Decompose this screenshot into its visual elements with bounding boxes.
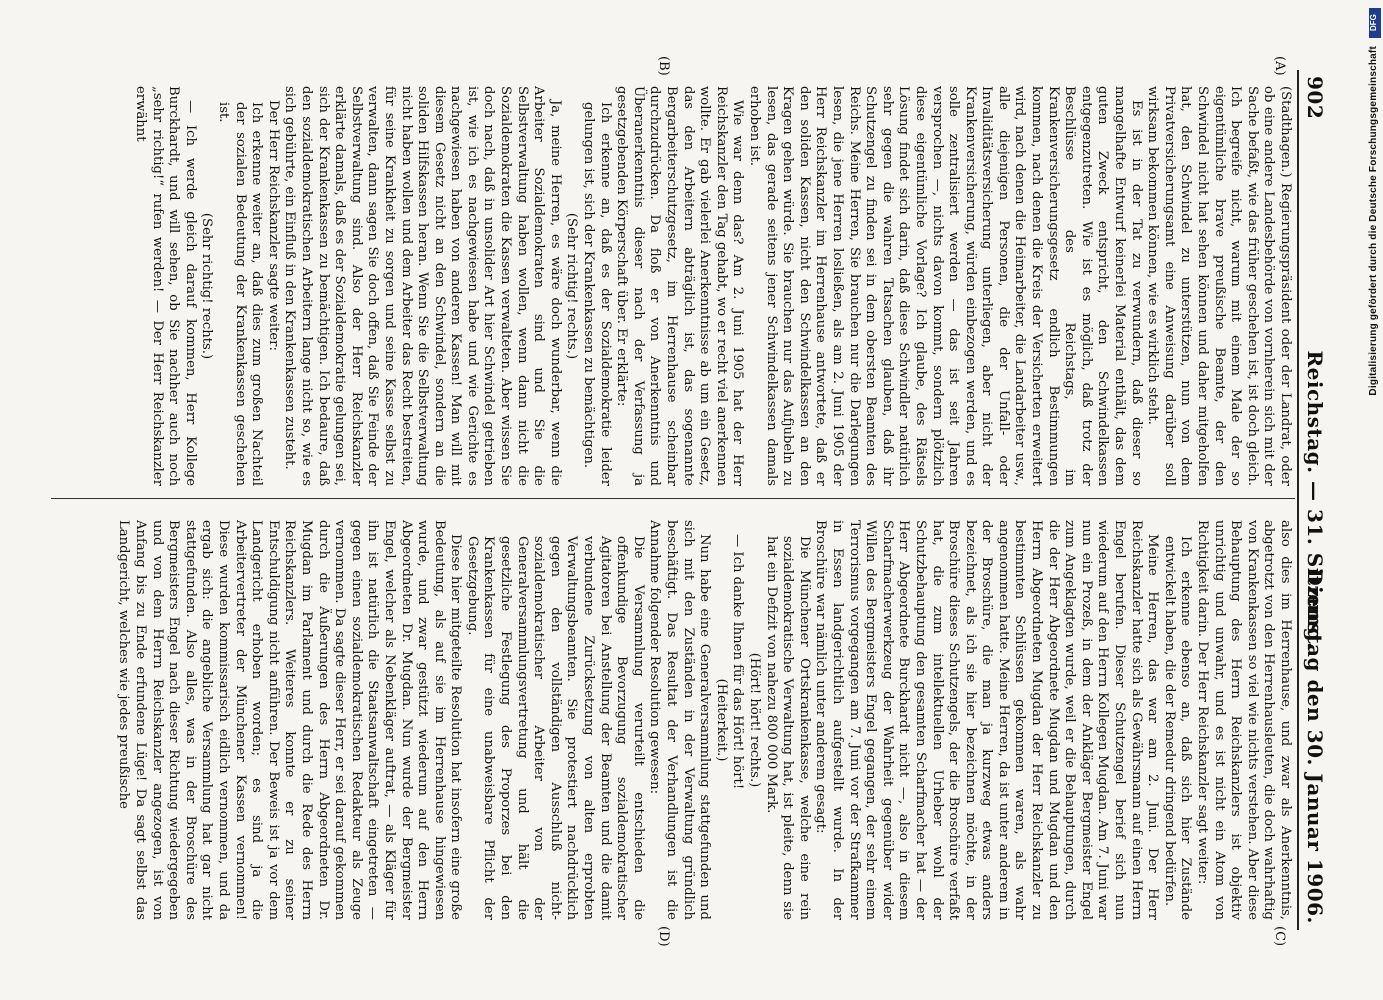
- dfg-logo: DFG: [1369, 8, 1381, 38]
- paragraph: (Stadthagen.) Regierungspräsident oder der Landrat, oder ob eine andere Landesbehörde von vornherein sich mit der Sache befaßt, wie das früher geschehen ist, ist doch gleich. Ich begreife nicht, warum mit einem Male der so eigentümliche brave preußische Beamte, der den Schwindel nicht hat sehen können und daher mitgeholfen hat, den Schwindel zu unterstützen, nun von dem Privatversicherungsamt eine Anweisung darüber soll wirksam bekommen können, wie es wirklich steht.: [1145, 86, 1293, 486]
- quotation: Ich erkenne ebenso an, daß sich hier Zustände entwickelt haben, die der Remedur dringend bedürfen.: [1161, 536, 1194, 920]
- margin-marker-d: (D): [656, 926, 671, 947]
- paragraph: Ja, meine Herren, es wäre doch wunderbar, wenn die Arbeiter Sozialdemokraten sind und Sie die Selbstverwaltung haben wollen, wenn dann nicht die Sozialdemokraten die Kassen verwalteten. Aber wissen Sie doch nach, daß in unsolider Art hier Schwindel getrieben ist, wie ich es nachgewiesen habe und wie Gerichte es nachgewiesen haben von anderen Kassen! Man will mit diesem Gesetz nicht an den Schwindel, sondern an die soliden Hilfskassen heran. Wenn Sie die Selbstverwaltung nicht haben wollen und dem Arbeiter das Recht bestreiten, für seine Krankheit zu sorgen und seine Kasse selbst zu verwalten, dann sagen Sie doch offen, daß Sie Feinde der Selbstverwaltung sind. Also der Herr Reichskanzler erklärte damals, daß es der Sozialdemokratie gelungen sei, sich der Krankenkassen zu bemächtigen. Ich bedaure, daß den sozialdemokratischen Arbeitern lange nicht so, wie es sich gebührte, ein Einfluß in den Krankenkassen zusteht.: [282, 86, 563, 486]
- digitization-credit: Digitalisierung gefördert durch die Deutsche Forschungsgemeinschaft: [1368, 46, 1379, 396]
- margin-marker-b: (B): [656, 56, 671, 76]
- left-column: [55, 86, 1293, 486]
- paragraph: Meine Herren, das war am 2. Juni. Der Herr Reichskanzler hatte sich als Gewährsmann auf einen Herrn Engel berufen. Dieser Schutzengel berief sich nun wiederum auf den Herrn Kollegen Mugdan. Am 7. Juni war nun ein Prozeß, in dem der Ankläger Bergmeister Engel zum Angeklagten wurde, weil er die Behauptungen, durch die der Herr Abgeordnete Mugdan und Mugdan und den Herrn Abgeordneten Mugdan der Herr Reichskanzler zu bestimmten Schlüssen gekommen waren, als wahr angenommen hatte. Meine Herren, da ist unter anderem in der Broschüre, die man ja kurzweg etwas anders bezeichnet, als ich sie hier bezeichnen möchte, in der Broschüre dieses Schutzengels, der die Broschüre verfaßt hat, die zum intellektuellen Urheber wohl der Schutzbehauptung den gesamten Scharfmacher hat — der Herr Abgeordnete Burckhardt nicht —, also in diesem Scharfmacherwerkzeug der Wahrheit gegenüber wider Willen des Bergmeisters Engel gegangen, der sehr einem Terrorismus vorgegangen am 7. Juni vor der Strafkammer in Essen landgerichtlich aufgestellt wurde. In der Broschüre war nämlich unter anderem gesagt:: [813, 520, 1161, 920]
- page-header: [1301, 70, 1331, 930]
- quotation: Ich erkenne weiter an, daß dies zum großen Nachteil der sozialen Bedeutung der Krankenkassen geschehen ist.: [216, 102, 265, 486]
- paragraph: — Ich werde gleich darauf kommen, Herr Kollege Burckhardt, und will sehen, ob Sie nachher auch noch „sehr richtig!“ rufen werden! — Der Herr Reichskanzler erwähnt: [133, 86, 198, 486]
- paragraph: Diese hier mitgeteilte Resolution hat insofern eine große Bedeutung, als auf sie im Herrenhause hingewiesen wurde, und zwar gestützt wiederum auf den Herrn Abgeordneten Dr. Mugdan. Nun wurde der Bergmeister Engel, welcher als Nebenkläger auftrat, — als Kläger für ihn ist natürlich die Staatsanwaltschaft eingetreten — gegen einen sozialdemokratischen Redakteur als Zeuge vernommen. Da sagte dieser Herr, er sei darauf gekommen durch die Äußerungen des Herrn Abgeordneten Dr. Mugdan im Parlament und durch die Rede des Herrn Reichskanzlers. Weiteres konnte er zu seiner Entschuldigung nicht anführen. Der Beweis ist ja vor dem Landgericht erhoben worden; es sind ja die Arbeitervertreter der Münchener Kassen vernommen! Diese wurden kommissarisch eidlich vernommen, und da ergab sich: die angebliche Versammlung hat gar nicht stattgefunden. Also alles, was in der Broschüre des Bergmeisters Engel nach dieser Richtung wiedergegeben und von dem Herrn Reichskanzler angezogen, ist von Anfang bis zu Ende erfundene Lüge! Da sagt selbst das Landgericht, welches wie jedes preußische: [116, 520, 464, 920]
- paragraph: Der Herr Reichskanzler sagte weiter:: [265, 100, 281, 351]
- quotation: Ich erkenne an, daß es der Sozialdemokratie leider gelungen ist, sich der Krankenkassen zu bemächtigen.: [581, 102, 613, 486]
- quotation: Die Münchener Ortskrankenkasse, welche eine rein sozialdemokratische Verwaltung hat, ist pleite, denn sie hat ein Defizit von nahezu 800 000 Mark.: [763, 536, 812, 920]
- quotation: Die Versammlung verurteilt entschieden die offenkundige Bevorzugung sozialdemokratischer Agitatoren bei Anstellung der Beamten und die damit verbundene Zurücksetzung von alten erprobten Verwaltungsbeamten. Sie protestiert nachdrücklich gegen den vollständigen Ausschluß nicht-sozialdemokratischer Arbeiter von der Generalversammlungsvertretung und hält die gesetzliche Festlegung des Proporzes bei den Krankenkassen für eine unabweisbare Pflicht der Gesetzgebung.: [464, 536, 646, 920]
- page-number: 902: [1303, 76, 1327, 120]
- session-date: Dienstag den 30. Januar 1906.: [1303, 568, 1327, 924]
- document-page: [51, 56, 1331, 947]
- margin-marker-a: (A): [1272, 56, 1287, 76]
- interjection: (Heiterkeit.): [713, 678, 729, 762]
- paragraph: Es ist in der Tat zu verwundern, daß dieser so mangelhafte Entwurf keinerlei Material enthält, das dem guten Zweck entspricht, den Schwindelkassen entgegenzutreten. Wie ist es möglich, daß trotz der Beschlüsse des Reichstags, im Krankenversicherungsgesetz endlich Bestimmungen kommen, nach denen die Kreis der Versicherten erweitert wird, nach denen die Heimarbeiter, die Landarbeiter usw., alle diejenigen Personen, die der Unfall- oder Invaliditätsversicherung unterliegen, aber nicht der Krankenversicherung, würden einbezogen werden, und es solle zentralisiert werden — das ist seit Jahren versprochen —, nichts davon kommt, sondern plötzlich diese eigentümliche Vorlage? Ich glaube, des Rätsels Lösung findet sich darin, daß diese Schwindler natürlich sehr gegen die wahren Tatsachen glauben, daß ihr Schutzengel zu finden sei in dem obersten Beamten des Reichs. Meine Herren, Sie brauchen nur die Darlegungen lesen, die jene Herren losließen, als am 2. Juni 1905 der Herr Reichskanzler im Herrenhause antwortete, daß er den soliden Kassen, nicht den Schwindelkassen an den Kragen gehen würde. Sie brauchen nur das Aufjubeln zu lesen, das gerade seitens jener Schwindelkassen damals erhoben ist.: [747, 86, 1144, 486]
- interjection: (Hört! hört! rechts.): [747, 652, 762, 788]
- paragraph: Nun habe eine Generalversammlung stattgefunden und sich mit den Zuständen in der Verwaltung gründlich beschäftigt. Das Resultat der Verhandlungen ist die Annahme folgender Resolution gewesen:: [647, 520, 713, 920]
- paragraph: also dies im Herrenhause, und zwar als Anerkenntnis, abgetrotzt von den Herrenhausleuten, die doch wahrhaftig von Krankenkassen so viel wie nichts verstehen. Aber diese Behauptung des Herrn Reichskanzlers ist objektiv unrichtig und unwahr, und es ist nicht ein Atom von Richtigkeit darin. Der Herr Reichskanzler sagt weiter:: [1195, 520, 1293, 920]
- margin-marker-c: (C): [1272, 926, 1287, 947]
- interjection: (Sehr richtig! rechts.): [564, 212, 580, 360]
- right-column: [55, 520, 1293, 920]
- column-divider: [51, 498, 1295, 499]
- interjection: (Sehr richtig! rechts.): [199, 212, 215, 360]
- session-title: Reichstag. — 31. Sitzung.: [1303, 350, 1327, 650]
- paragraph: Wie war denn das? Am 2. Juni 1905 hat der Herr Reichskanzler den Tag gehabt, wo er recht viel anerkennen wollte. Er gab vielerlei Anerkenntnisse ab um ein Gesetz, das den Arbeitern abträglich ist, das sogenannte Bergarbeiterschutzgesetz, im Herrenhause scheinbar durchzudrücken. Da floß er von Anerkenntnis und Überanerkenntnis dieser nach der Verfassung ja gesetzgebenden Körperschaft über. Er erklärte:: [614, 86, 746, 486]
- paragraph: — Ich danke Ihnen für das Hört! hört!: [730, 534, 746, 790]
- header-rule: [1297, 70, 1299, 930]
